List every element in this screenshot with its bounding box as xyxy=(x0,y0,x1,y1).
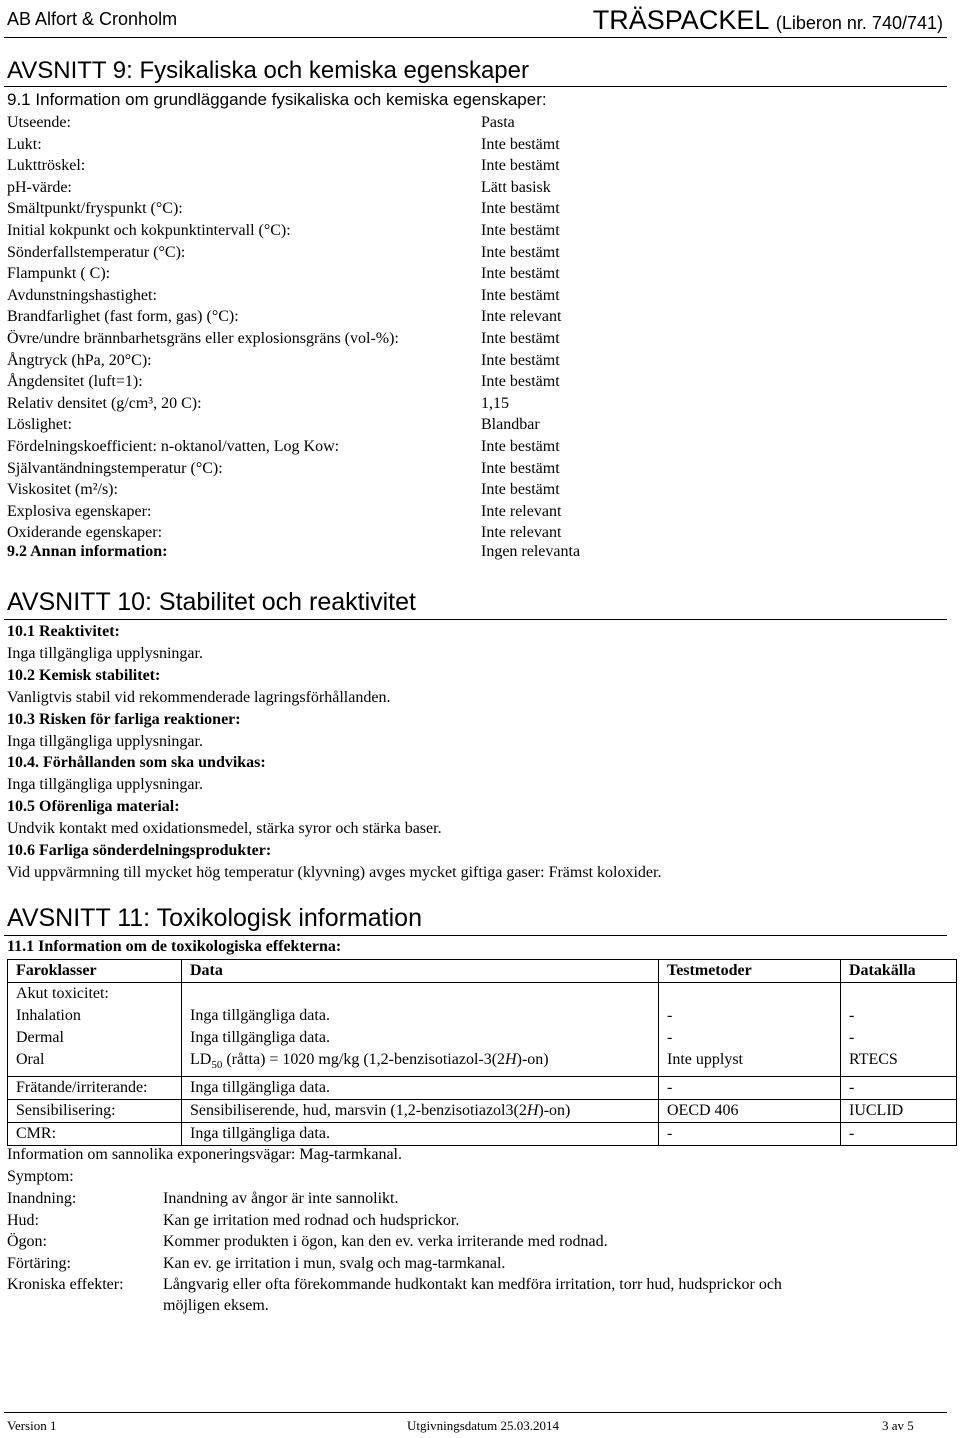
property-value: Inte bestämt xyxy=(481,135,560,153)
subsection-11-1: 11.1 Information om de toxikologiska effekterna: xyxy=(7,938,342,955)
ld-italic: H xyxy=(505,1051,517,1068)
row-source: - xyxy=(841,1077,957,1100)
row-source: IUCLID xyxy=(841,1100,957,1123)
product-ref: (Liberon nr. 740/741) xyxy=(775,13,943,33)
ld-subscript: 50 xyxy=(211,1059,223,1072)
stability-text: Inga tillgängliga upplysningar. xyxy=(7,645,203,662)
symptom-text: Kan ge irritation med rodnad och hudsprickor. xyxy=(163,1211,460,1229)
row-method: - xyxy=(659,1027,841,1049)
property-label: Övre/undre brännbarhetsgräns eller explosionsgräns (vol-%): xyxy=(7,330,399,347)
product-title xyxy=(593,4,943,39)
row-method: Inte upplyst xyxy=(659,1049,841,1077)
symptom-text-cont: möjligen eksem. xyxy=(163,1297,269,1315)
row-class: Sensibilisering: xyxy=(8,1100,182,1123)
property-label: Smältpunkt/fryspunkt (°C): xyxy=(7,200,183,218)
symptoms-label: Symptom: xyxy=(7,1168,74,1185)
row-method: - xyxy=(659,1123,841,1146)
footer-page: 3 av 5 xyxy=(882,1418,914,1433)
row-source: - xyxy=(841,1005,957,1027)
property-value: Inte bestämt xyxy=(481,481,560,499)
sens-suffix: )-on) xyxy=(538,1102,571,1120)
section-9-divider xyxy=(4,86,947,87)
symptom-text: Långvarig eller ofta förekommande hudkontakt kan medföra irritation, torr hud, hudsprickor och xyxy=(163,1276,782,1294)
toxicology-table xyxy=(7,959,957,1146)
property-label: Ångtryck (hPa, 20°C): xyxy=(7,351,152,369)
row-method: - xyxy=(659,1077,841,1100)
property-label: Oxiderande egenskaper: xyxy=(7,524,163,542)
header-divider xyxy=(4,37,947,38)
row-data xyxy=(182,1100,659,1123)
property-label: Fördelningskoefficient: n-oktanol/vatten, Log Kow: xyxy=(7,438,340,455)
section-11-title: AVSNITT 11: Toxikologisk information xyxy=(7,904,422,932)
product-name: TRÄSPACKEL xyxy=(592,5,769,35)
table-row xyxy=(8,1049,957,1077)
stability-heading: 10.6 Farliga sönderdelningsprodukter: xyxy=(7,842,272,859)
row-method: - xyxy=(659,1005,841,1027)
section-10-title: AVSNITT 10: Stabilitet och reaktivitet xyxy=(7,588,416,616)
row-source: - xyxy=(841,1027,957,1049)
property-value: Inte bestämt xyxy=(481,286,560,304)
section-9-title: AVSNITT 9: Fysikaliska och kemiska egenskaper xyxy=(7,57,529,84)
stability-heading: 10.1 Reaktivitet: xyxy=(7,623,120,640)
stability-heading: 10.4. Förhållanden som ska undvikas: xyxy=(7,754,266,772)
property-value: Inte bestämt xyxy=(481,373,560,391)
ld-suffix: )-on) xyxy=(516,1051,549,1068)
property-label: Brandfarlighet (fast form, gas) (°C): xyxy=(7,308,239,326)
row-class: Inhalation xyxy=(8,1005,182,1027)
col-header-faroklasser: Faroklasser xyxy=(8,960,182,983)
row-class: Dermal xyxy=(8,1027,182,1049)
stability-text: Inga tillgängliga upplysningar. xyxy=(7,776,203,794)
footer-divider xyxy=(4,1412,947,1413)
row-class: Frätande/irriterande: xyxy=(8,1077,182,1100)
property-value: Inte relevant xyxy=(481,308,562,326)
property-value: Inte bestämt xyxy=(481,351,560,369)
stability-heading: 10.2 Kemisk stabilitet: xyxy=(7,666,161,684)
symptom-text: Kan ev. ge irritation i mun, svalg och mag-tarmkanal. xyxy=(163,1254,506,1272)
property-label: Initial kokpunkt och kokpunktintervall (°C): xyxy=(7,222,291,239)
symptom-label: Förtäring: xyxy=(7,1254,71,1272)
stability-text: Vanligtvis stabil vid rekommenderade lagringsförhållanden. xyxy=(7,688,391,706)
exposure-routes: Information om sannolika exponeringsvägar: Mag-tarmkanal. xyxy=(7,1146,402,1163)
table-row xyxy=(8,1077,957,1100)
col-header-testmetoder: Testmetoder xyxy=(659,960,841,983)
row-data xyxy=(182,1049,659,1077)
property-value: 1,15 xyxy=(481,394,509,412)
stability-text: Inga tillgängliga upplysningar. xyxy=(7,732,203,750)
property-value: Lätt basisk xyxy=(481,178,551,196)
property-value: Inte bestämt xyxy=(481,200,560,218)
property-label: Relativ densitet (g/cm³, 20 C): xyxy=(7,394,202,412)
table-row xyxy=(8,1100,957,1123)
property-value: Inte bestämt xyxy=(481,157,560,175)
row-data: Inga tillgängliga data. xyxy=(182,1123,659,1146)
property-value: Pasta xyxy=(481,114,515,131)
section-10-divider xyxy=(4,619,947,620)
symptom-text: Kommer produkten i ögon, kan den ev. verka irriterande med rodnad. xyxy=(163,1233,608,1251)
table-row xyxy=(8,1027,957,1049)
property-value: Inte bestämt xyxy=(481,265,560,283)
stability-text: Undvik kontakt med oxidationsmedel, stärka syror och stärka baser. xyxy=(7,820,442,838)
footer-date: Utgivningsdatum 25.03.2014 xyxy=(407,1418,560,1433)
symptom-label: Ögon: xyxy=(7,1233,47,1251)
row-source: - xyxy=(841,1123,957,1146)
sens-italic: H xyxy=(526,1102,539,1120)
subsection-9-1: 9.1 Information om grundläggande fysikaliska och kemiska egenskaper: xyxy=(7,90,547,109)
table-row xyxy=(8,1123,957,1146)
symptom-label: Inandning: xyxy=(7,1190,77,1207)
footer-version: Version 1 xyxy=(7,1418,57,1433)
col-header-datakalla: Datakälla xyxy=(841,960,957,983)
company-name: AB Alfort & Cronholm xyxy=(7,9,178,29)
property-value: Blandbar xyxy=(481,416,540,434)
sens-text: Sensibiliserende, hud, marsvin (1,2-benzisotiazol3(2 xyxy=(190,1102,527,1120)
property-label: Lukt: xyxy=(7,135,42,153)
subsection-9-2-label: 9.2 Annan information: xyxy=(7,543,168,560)
property-value: Inte relevant xyxy=(481,502,562,520)
stability-heading: 10.3 Risken för farliga reaktioner: xyxy=(7,710,241,728)
acute-label: Akut toxicitet: xyxy=(8,983,182,1006)
property-label: Utseende: xyxy=(7,114,71,131)
symptom-text: Inandning av ångor är inte sannolikt. xyxy=(163,1190,399,1207)
col-header-data: Data xyxy=(182,960,659,983)
property-value: Inte bestämt xyxy=(481,222,560,239)
section-11-divider xyxy=(4,935,947,936)
property-value: Inte relevant xyxy=(481,524,562,542)
row-method: OECD 406 xyxy=(659,1100,841,1123)
ld-prefix: LD xyxy=(190,1051,212,1068)
table-row xyxy=(8,983,957,1006)
property-value: Inte bestämt xyxy=(481,438,560,455)
stability-heading: 10.5 Oförenliga material: xyxy=(7,798,180,816)
symptom-label: Hud: xyxy=(7,1211,39,1229)
subsection-9-2-value: Ingen relevanta xyxy=(481,543,581,560)
property-label: Löslighet: xyxy=(7,416,72,434)
property-label: Avdunstningshastighet: xyxy=(7,286,157,304)
property-label: pH-värde: xyxy=(7,178,72,196)
ld-text: (råtta) = 1020 mg/kg (1,2-benzisotiazol-3(2 xyxy=(222,1051,506,1068)
property-label: Ångdensitet (luft=1): xyxy=(7,373,143,391)
property-label: Sönderfallstemperatur (°C): xyxy=(7,243,186,261)
row-class: Oral xyxy=(8,1049,182,1077)
row-data: Inga tillgängliga data. xyxy=(182,1005,659,1027)
stability-text: Vid uppvärmning till mycket hög temperatur (klyvning) avges mycket giftiga gaser: Främst koloxider. xyxy=(7,864,662,881)
property-value: Inte bestämt xyxy=(481,330,560,347)
row-source: RTECS xyxy=(841,1049,957,1077)
table-row xyxy=(8,1005,957,1027)
row-data: Inga tillgängliga data. xyxy=(182,1077,659,1100)
property-label: Lukttröskel: xyxy=(7,157,86,175)
property-value: Inte bestämt xyxy=(481,459,560,477)
property-value: Inte bestämt xyxy=(481,243,560,261)
table-header-row xyxy=(8,960,957,983)
property-label: Viskositet (m²/s): xyxy=(7,481,118,499)
property-label: Självantändningstemperatur (°C): xyxy=(7,459,223,477)
row-data: Inga tillgängliga data. xyxy=(182,1027,659,1049)
property-label: Flampunkt ( C): xyxy=(7,265,111,283)
symptom-label: Kroniska effekter: xyxy=(7,1276,124,1294)
property-label: Explosiva egenskaper: xyxy=(7,502,152,520)
row-class: CMR: xyxy=(8,1123,182,1146)
